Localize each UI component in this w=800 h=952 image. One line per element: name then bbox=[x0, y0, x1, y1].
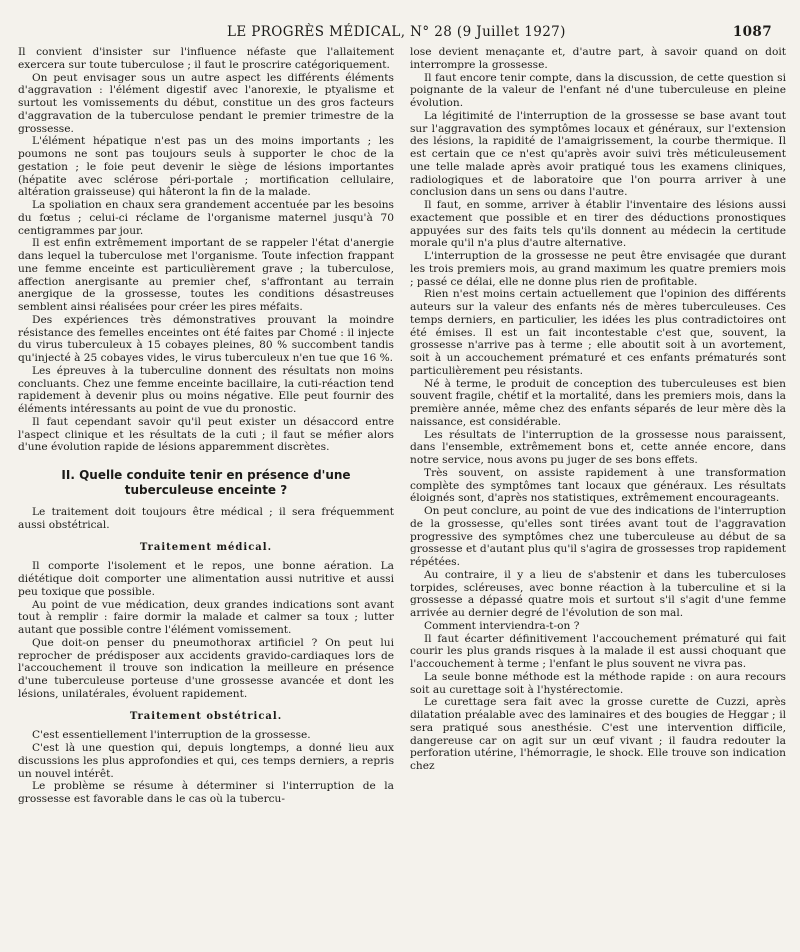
paragraph: Le curettage sera fait avec la grosse curette de Cuzzi, après dilatation préalable avec des laminaires et des bougies de Heggar ; il sera pratiqué sous anesthésie. C'est une intervention difficile, dangereuse car on agit sur un œuf vivant ; il faudra redouter la perforation utérine, l'hémorragie, le shock. Elle trouve son indication chez bbox=[410, 696, 786, 772]
paragraph: Il faut encore tenir compte, dans la discussion, de cette question si poignante de la valeur de l'enfant né d'une tuberculeuse en pleine évolution. bbox=[410, 71, 786, 109]
paragraph: On peut envisager sous un autre aspect les différents éléments d'aggravation : l'élément digestif avec l'anorexie, le ptyalisme et surtout les vomissements du début, constitue un des gros facteurs d'aggravation de la tuberculose pendant le premier trimestre de la grossesse. bbox=[18, 71, 394, 135]
two-column-body bbox=[18, 46, 786, 806]
paragraph: Il est enfin extrêmement important de se rappeler l'état d'anergie dans lequel la tuberculose met l'organisme. Toute infection frappant une femme enceinte est particulièrement grave ; la tuberculose, affection anergisante au premier chef, s'affrontant au terrain anergique de la grossesse, toutes les conditions désastreuses semblent ainsi réalisées pour créer les pires méfaits. bbox=[18, 237, 394, 313]
section-heading: II. Quelle conduite tenir en présence d'une tuberculeuse enceinte ? bbox=[61, 468, 351, 497]
paragraph: Né à terme, le produit de conception des tuberculeuses est bien souvent fragile, chétif et la mortalité, dans les premiers mois, dans la première année, même chez des enfants séparés de leur mère dès la naissance, est considérable. bbox=[410, 377, 786, 428]
paragraph: L'interruption de la grossesse ne peut être envisagée que durant les trois premiers mois, au grand maximum les quatre premiers mois ; passé ce délai, elle ne donne plus rien de profitable. bbox=[410, 250, 786, 288]
paragraph: lose devient menaçante et, d'autre part, à savoir quand on doit interrompre la grossesse. bbox=[410, 46, 786, 71]
running-title: LE PROGRÈS MÉDICAL, N° 28 (9 Juillet 1927) bbox=[226, 24, 566, 40]
paragraph: Au point de vue médication, deux grandes indications sont avant tout à remplir : faire dormir la malade et calmer sa toux ; lutter autant que possible contre l'élément vomissement. bbox=[18, 598, 394, 636]
paragraph: Que doit-on penser du pneumothorax artificiel ? On peut lui reprocher de prédisposer aux accidents gravido-cardiaques lors de l'accouchement il trouve son indication la meilleure en présence d'une tuberculeuse porteuse d'une grossesse avancée et dont les lésions, unilatérales, évoluent rapidement. bbox=[18, 636, 394, 700]
paragraph: Il comporte l'isolement et le repos, une bonne aération. La diététique doit comporter une alimentation aussi nutritive et aussi peu toxique que possible. bbox=[18, 560, 394, 598]
paragraph: Il faut, en somme, arriver à établir l'inventaire des lésions aussi exactement que possible et en tirer des déductions pronostiques appuyées sur des faits tels qu'ils donnent au médecin la certitude morale qu'il n'a plus d'autre alternative. bbox=[410, 199, 786, 250]
paragraph: Comment interviendra-t-on ? bbox=[424, 619, 580, 632]
paragraph: Le problème se résume à déterminer si l'interruption de la grossesse est favorable dans le cas où la tubercu- bbox=[18, 780, 394, 805]
paragraph: Les résultats de l'interruption de la grossesse nous paraissent, dans l'ensemble, extrêmement bons et, cette année encore, dans notre service, nous avons pu juger de ses bons effets. bbox=[410, 428, 786, 466]
right-column bbox=[410, 46, 786, 806]
paragraph: La légitimité de l'interruption de la grossesse se base avant tout sur l'aggravation des symptômes locaux et généraux, sur l'extension des lésions, la rapidité de l'amaigrissement, la courbe thermique. Il est certain que ce n'est qu'après avoir suivi très méticuleusement une telle malade après avoir pratiqué tous les examens cliniques, radiologiques et de laboratoire que l'on pourra arriver à une conclusion dans un sens ou dans l'autre. bbox=[410, 109, 786, 199]
paragraph: La seule bonne méthode est la méthode rapide : on aura recours soit au curettage soit à l'hystérectomie. bbox=[410, 670, 786, 696]
paragraph: Rien n'est moins certain actuellement que l'opinion des différents auteurs sur la valeur des enfants nés de mères tuberculeuses. Ces temps derniers, en particulier, les idées les plus contradictoires ont été émises. Il est un fait incontestable c'est que, souvent, la grossesse n'arrive pas à terme ; elle aboutit soit à un avortement, soit à un accouchement prématuré et ces enfants prématurés sont particulièrement peu résistants. bbox=[410, 288, 786, 377]
paragraph: Au contraire, il y a lieu de s'abstenir et dans les tuberculoses torpides, scléreuses, avec bonne réaction à la tuberculine et si la grossesse a dépassé quatre mois et surtout s'il s'agit d'une femme arrivée au dernier degré de l'évolution de son mal. bbox=[410, 568, 786, 619]
paragraph: Les épreuves à la tuberculine donnent des résultats non moins concluants. Chez une femme enceinte bacillaire, la cuti-réaction tend rapidement à devenir plus ou moins négative. Elle peut fournir des éléments intéressants au point de vue du pronostic. bbox=[18, 364, 394, 415]
paragraph: Il faut écarter définitivement l'accouchement prématuré qui fait courir les plus grands risques à la malade il est aussi choquant que l'accouchement à terme ; l'enfant le plus souvent ne vivra pas. bbox=[410, 632, 786, 670]
page-number: 1087 bbox=[732, 24, 772, 40]
paragraph: On peut conclure, au point de vue des indications de l'interruption de la grossesse, qu'elles sont tirées avant tout de l'aggravation progressive des symptômes chez une tuberculeuse au début de sa grossesse et d'autant plus qu'il s'agira de grossesses trop rapidement répétées. bbox=[410, 505, 786, 568]
paragraph: L'élément hépatique n'est pas un des moins importants ; les poumons ne sont pas toujours seuls à supporter le choc de la gestation ; le foie peut devenir le siège de lésions importantes (hépatite avec sclérose péri-portale ; mortification cellulaire, altération graisseuse) qui hâteront la fin de la malade. bbox=[18, 135, 394, 199]
paragraph: Il faut cependant savoir qu'il peut exister un désaccord entre l'aspect clinique et les résultats de la cuti ; il faut se méfier alors d'une évolution rapide de lésions apparemment discrètes. bbox=[18, 415, 394, 454]
running-header bbox=[18, 0, 786, 40]
paragraph: La spoliation en chaux sera grandement accentuée par les besoins du fœtus ; celui-ci réclame de l'organisme maternel jusqu'à 70 centigrammes par jour. bbox=[18, 199, 394, 237]
subsection-heading: Traitement médical. bbox=[139, 541, 273, 553]
paragraph: C'est essentiellement l'interruption de la grossesse. bbox=[32, 729, 311, 742]
paragraph: Le traitement doit toujours être médical ; il sera fréquemment aussi obstétrical. bbox=[18, 506, 394, 531]
paragraph: Très souvent, on assiste rapidement à une transformation complète des symptômes tant locaux que généraux. Les résultats éloignés sont, d'après nos statistiques, extrêmement encourageants. bbox=[410, 466, 786, 505]
paragraph: Il convient d'insister sur l'influence néfaste que l'allaitement exercera sur toute tuberculose ; il faut le proscrire catégoriquement. bbox=[18, 46, 394, 71]
subsection-heading: Traitement obstétrical. bbox=[129, 710, 283, 722]
left-column bbox=[18, 46, 394, 806]
paragraph: C'est là une question qui, depuis longtemps, a donné lieu aux discussions les plus approfondies et qui, ces temps derniers, a repris un nouvel intérêt. bbox=[18, 742, 394, 780]
paragraph: Des expériences très démonstratives prouvant la moindre résistance des femelles enceintes ont été faites par Chomé : il injecte du virus tuberculeux à 15 cobayes pleines, 80 % succombent tandis qu'injecté à 25 cobayes vides, le virus tuberculeux n'en tue que 16 %. bbox=[18, 313, 394, 364]
